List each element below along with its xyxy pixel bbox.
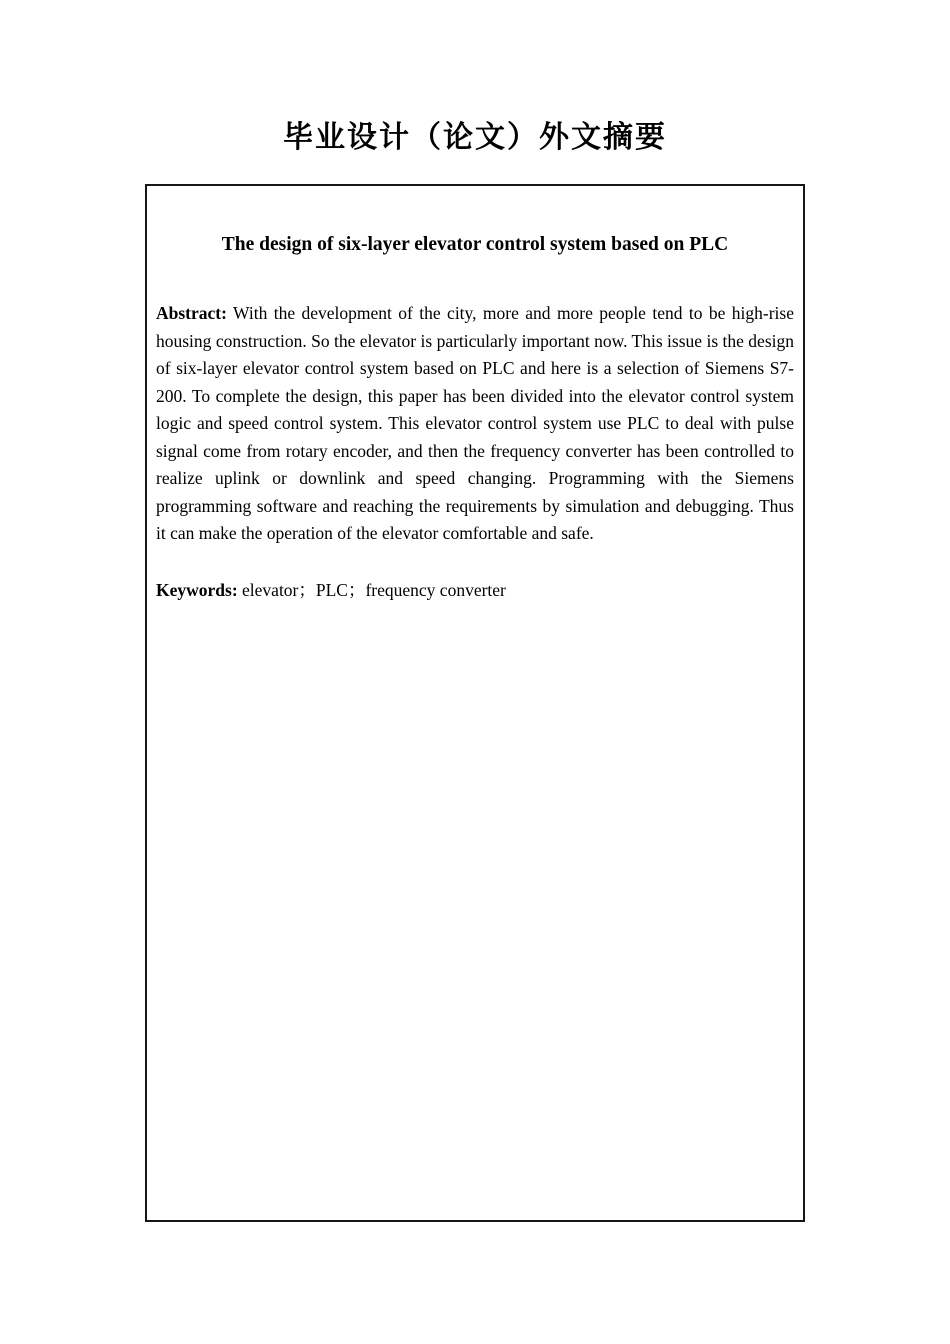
page-title: 毕业设计（论文）外文摘要	[283, 120, 667, 155]
abstract-border-box	[145, 184, 805, 1222]
abstract-label: Abstract:	[156, 303, 227, 323]
abstract-text: With the development of the city, more and more people tend to be high-rise housing construction. So the elevator is particularly important now. This issue is the design of six-layer elevator control system based on PLC and here is a selection of Siemens S7-200. To complete the design, this paper has been divided into the elevator control system logic and speed control system. This elevator control system use PLC to deal with pulse signal come from rotary encoder, and then the frequency converter has been controlled to realize uplink or downlink and speed changing. Programming with the Siemens programming software and reaching the requirements by simulation and debugging. Thus it can make the operation of the elevator comfortable and safe.	[156, 303, 795, 543]
keywords-label: Keywords:	[156, 579, 238, 600]
thesis-english-title: The design of six-layer elevator control system based on PLC	[221, 234, 729, 255]
keywords-text: elevator；PLC；frequency converter	[242, 579, 506, 600]
keywords-line	[156, 577, 794, 605]
abstract-paragraph	[156, 300, 794, 548]
